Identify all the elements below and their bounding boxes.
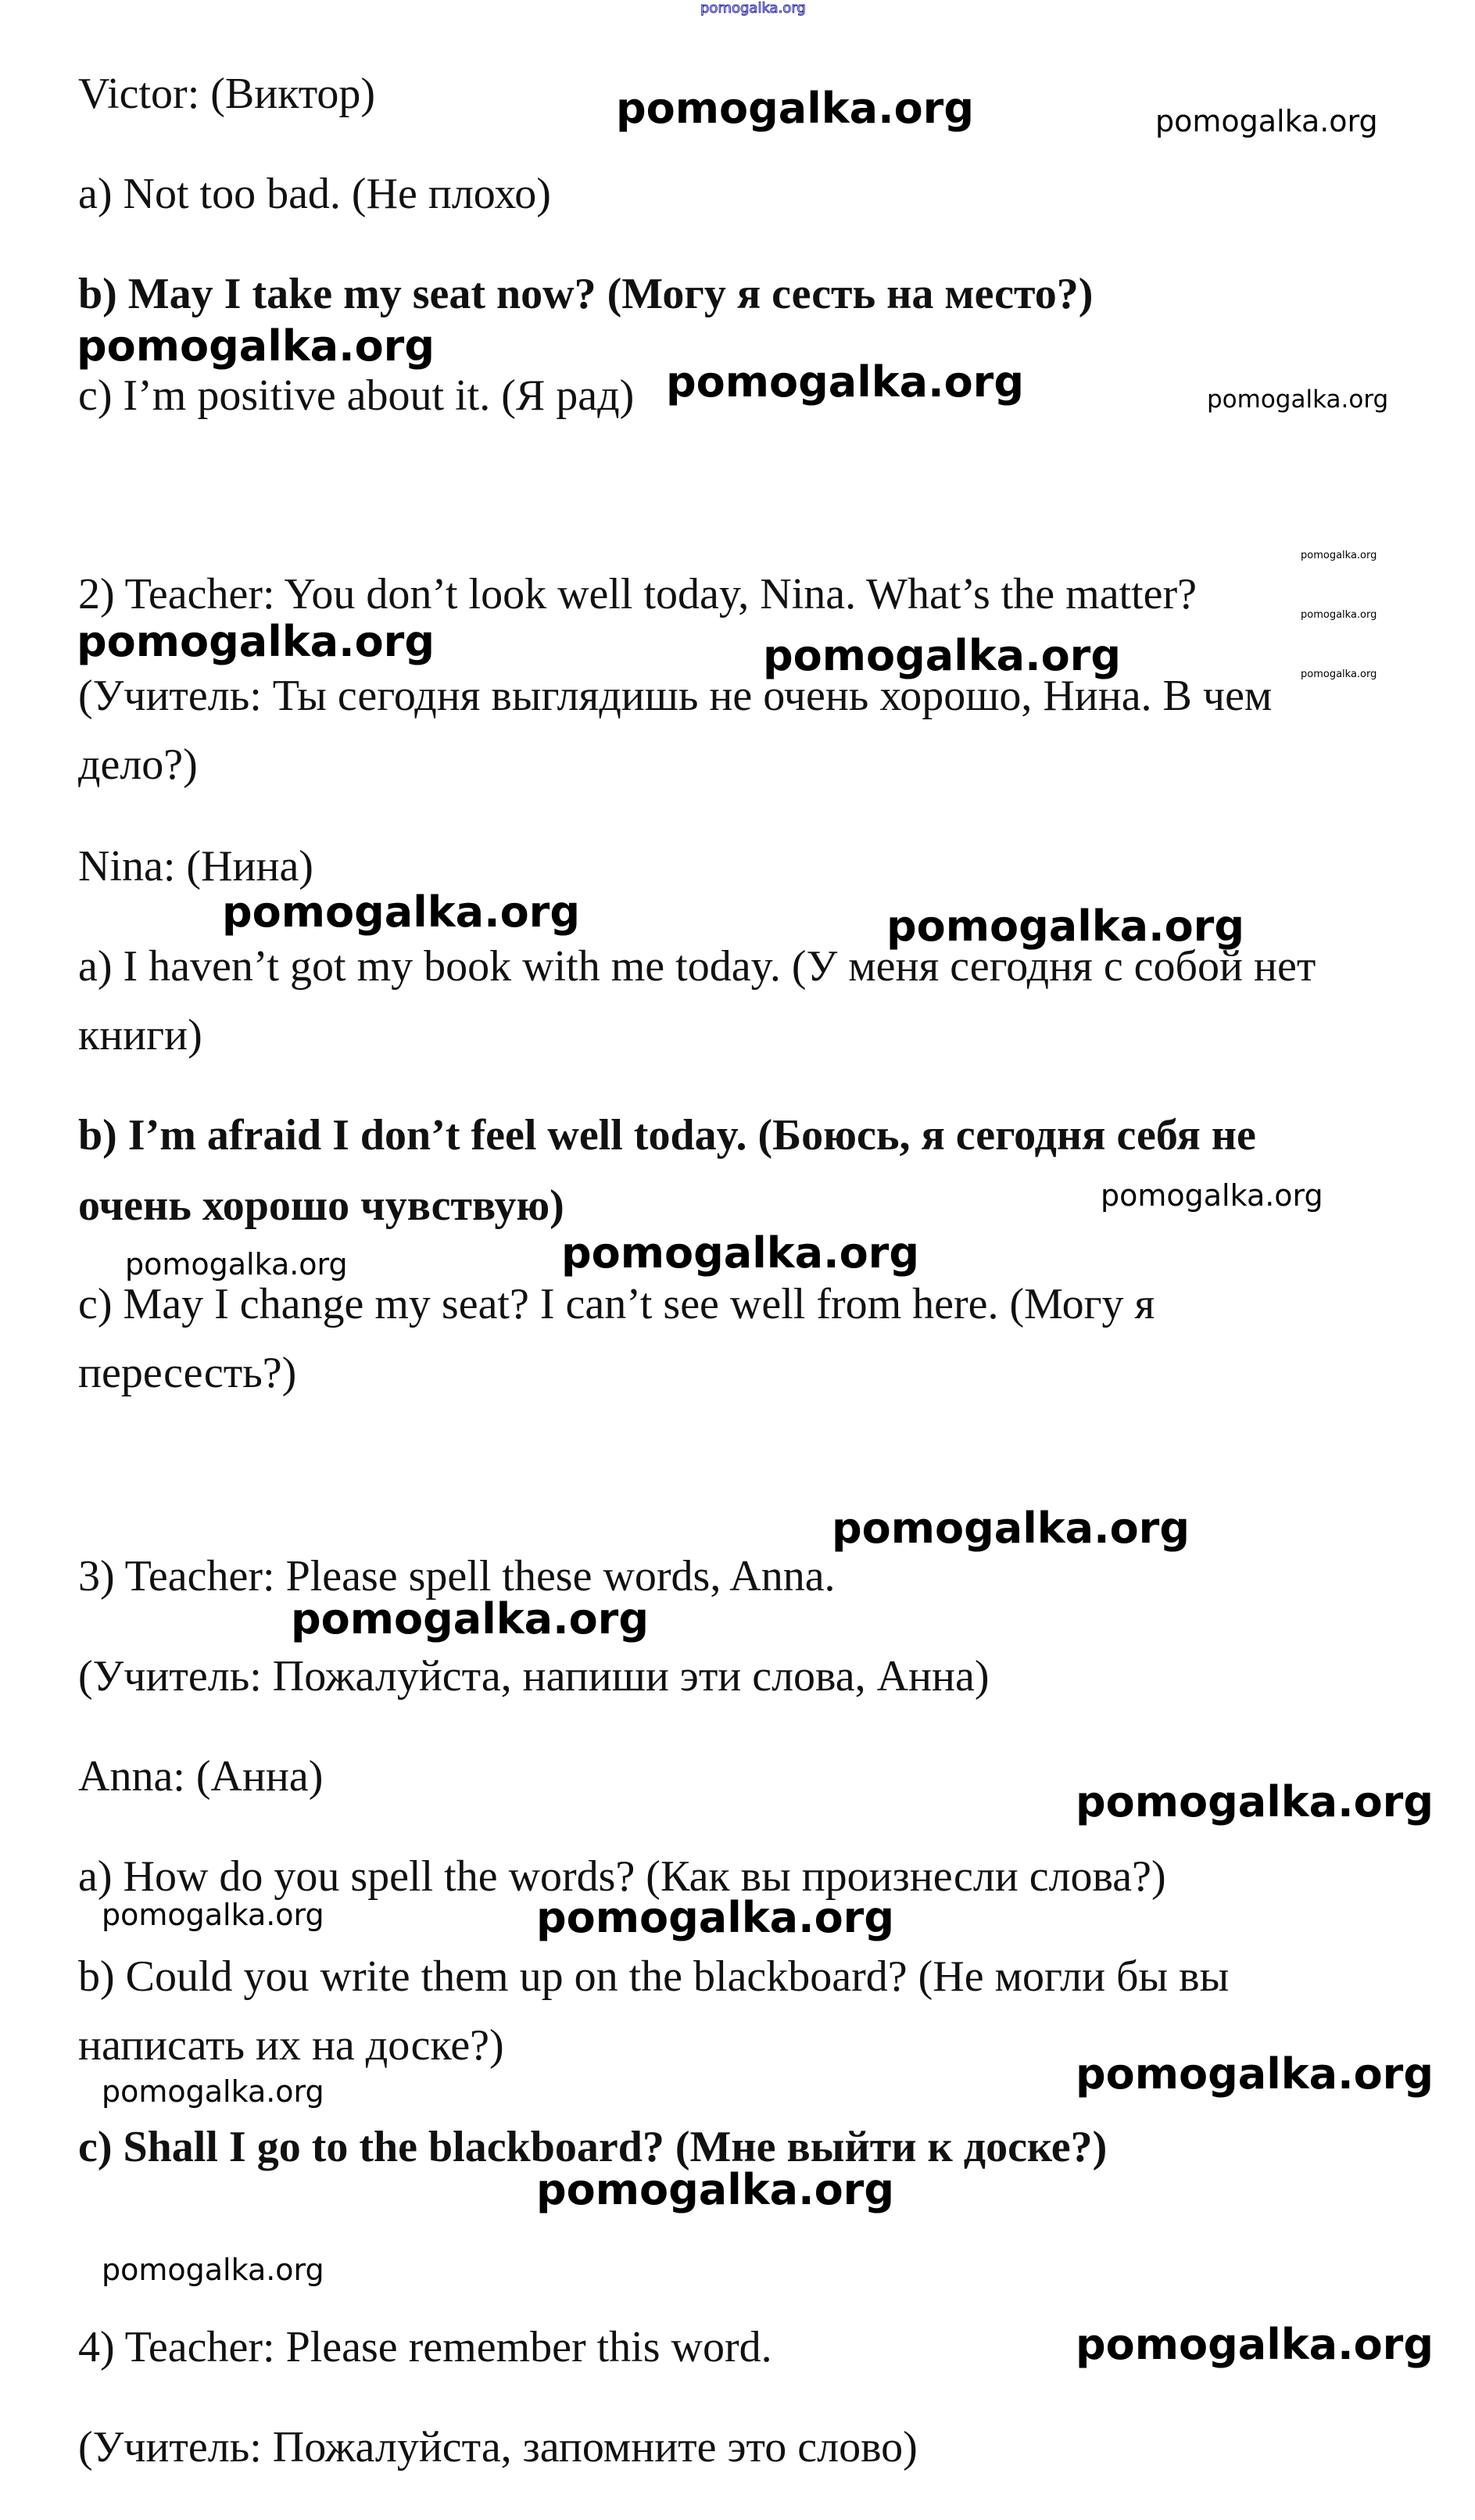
option-2b-correct-line1: b) I’m afraid I don’t feel well today. (Боюсь, я сегодня себя не bbox=[78, 1111, 1256, 1160]
teacher-line-2: 2) Teacher: You don’t look well today, Nina. What’s the matter? bbox=[78, 570, 1198, 618]
watermark: pomogalka.org bbox=[1076, 1777, 1434, 1826]
teacher-translation-2-line1: (Учитель: Ты сегодня выглядишь не очень хорошо, Нина. В чем bbox=[78, 672, 1273, 720]
watermark: pomogalka.org bbox=[1076, 2049, 1434, 2099]
teacher-translation-4: (Учитель: Пожалуйста, запомните это слово) bbox=[78, 2423, 918, 2472]
watermark: pomogalka.org bbox=[102, 2253, 324, 2287]
option-1c: c) I’m positive about it. (Я рад) bbox=[78, 371, 635, 420]
watermark: pomogalka.org bbox=[125, 1247, 348, 1282]
watermark: pomogalka.org bbox=[1207, 385, 1389, 414]
watermark: pomogalka.org bbox=[1076, 2320, 1434, 2369]
watermark: pomogalka.org bbox=[291, 1594, 649, 1644]
option-2a-line2: книги) bbox=[78, 1011, 202, 1059]
option-3b-line1: b) Could you write them up on the blackboard? (Не могли бы вы bbox=[78, 1952, 1230, 2001]
watermark: pomogalka.org bbox=[536, 2165, 894, 2214]
watermark: pomogalka.org bbox=[886, 902, 1244, 951]
watermark: pomogalka.org bbox=[1301, 609, 1377, 621]
option-2b-correct-line2: очень хорошо чувствую) bbox=[78, 1181, 564, 1230]
speaker-anna: Anna: (Анна) bbox=[78, 1752, 324, 1801]
watermark: pomogalka.org bbox=[666, 357, 1024, 407]
watermark: pomogalka.org bbox=[832, 1504, 1190, 1553]
option-1a: a) Not too bad. (Не плохо) bbox=[78, 170, 551, 218]
speaker-nina: Nina: (Нина) bbox=[78, 842, 313, 891]
watermark: pomogalka.org bbox=[763, 631, 1121, 680]
watermark: pomogalka.org bbox=[536, 1893, 894, 1942]
option-2a-line1: a) I haven’t got my book with me today. (У меня сегодня с собой нет bbox=[78, 942, 1316, 991]
teacher-translation-2-line2: дело?) bbox=[78, 740, 198, 789]
option-3a: a) How do you spell the words? (Как вы произнесли слова?) bbox=[78, 1852, 1166, 1901]
option-2c-line2: пересесть?) bbox=[78, 1349, 297, 1397]
watermark: pomogalka.org bbox=[1301, 550, 1377, 561]
watermark: pomogalka.org bbox=[1301, 669, 1377, 680]
watermark: pomogalka.org bbox=[1101, 1178, 1323, 1213]
watermark: pomogalka.org bbox=[561, 1228, 919, 1278]
option-3c-correct: c) Shall I go to the blackboard? (Мне выйти к доске?) bbox=[78, 2123, 1108, 2171]
teacher-line-3: 3) Teacher: Please spell these words, Anna. bbox=[78, 1552, 836, 1601]
teacher-line-4: 4) Teacher: Please remember this word. bbox=[78, 2323, 772, 2371]
watermark: pomogalka.org bbox=[102, 2074, 324, 2109]
watermark: pomogalka.org bbox=[616, 84, 974, 133]
option-1b-correct: b) May I take my seat now? (Могу я сесть на место?) bbox=[78, 270, 1094, 318]
watermark: pomogalka.org bbox=[222, 887, 580, 937]
teacher-translation-3: (Учитель: Пожалуйста, напиши эти слова, Анна) bbox=[78, 1652, 990, 1701]
watermark: pomogalka.org bbox=[77, 617, 435, 666]
header-watermark: pomogalka.org bbox=[700, 0, 806, 16]
option-3b-line2: написать их на доске?) bbox=[78, 2021, 504, 2070]
watermark: pomogalka.org bbox=[102, 1898, 324, 1932]
watermark: pomogalka.org bbox=[77, 321, 435, 371]
option-2c-line1: c) May I change my seat? I can’t see well from here. (Могу я bbox=[78, 1280, 1155, 1328]
speaker-victor: Victor: (Виктор) bbox=[78, 70, 376, 118]
watermark: pomogalka.org bbox=[1155, 104, 1378, 138]
